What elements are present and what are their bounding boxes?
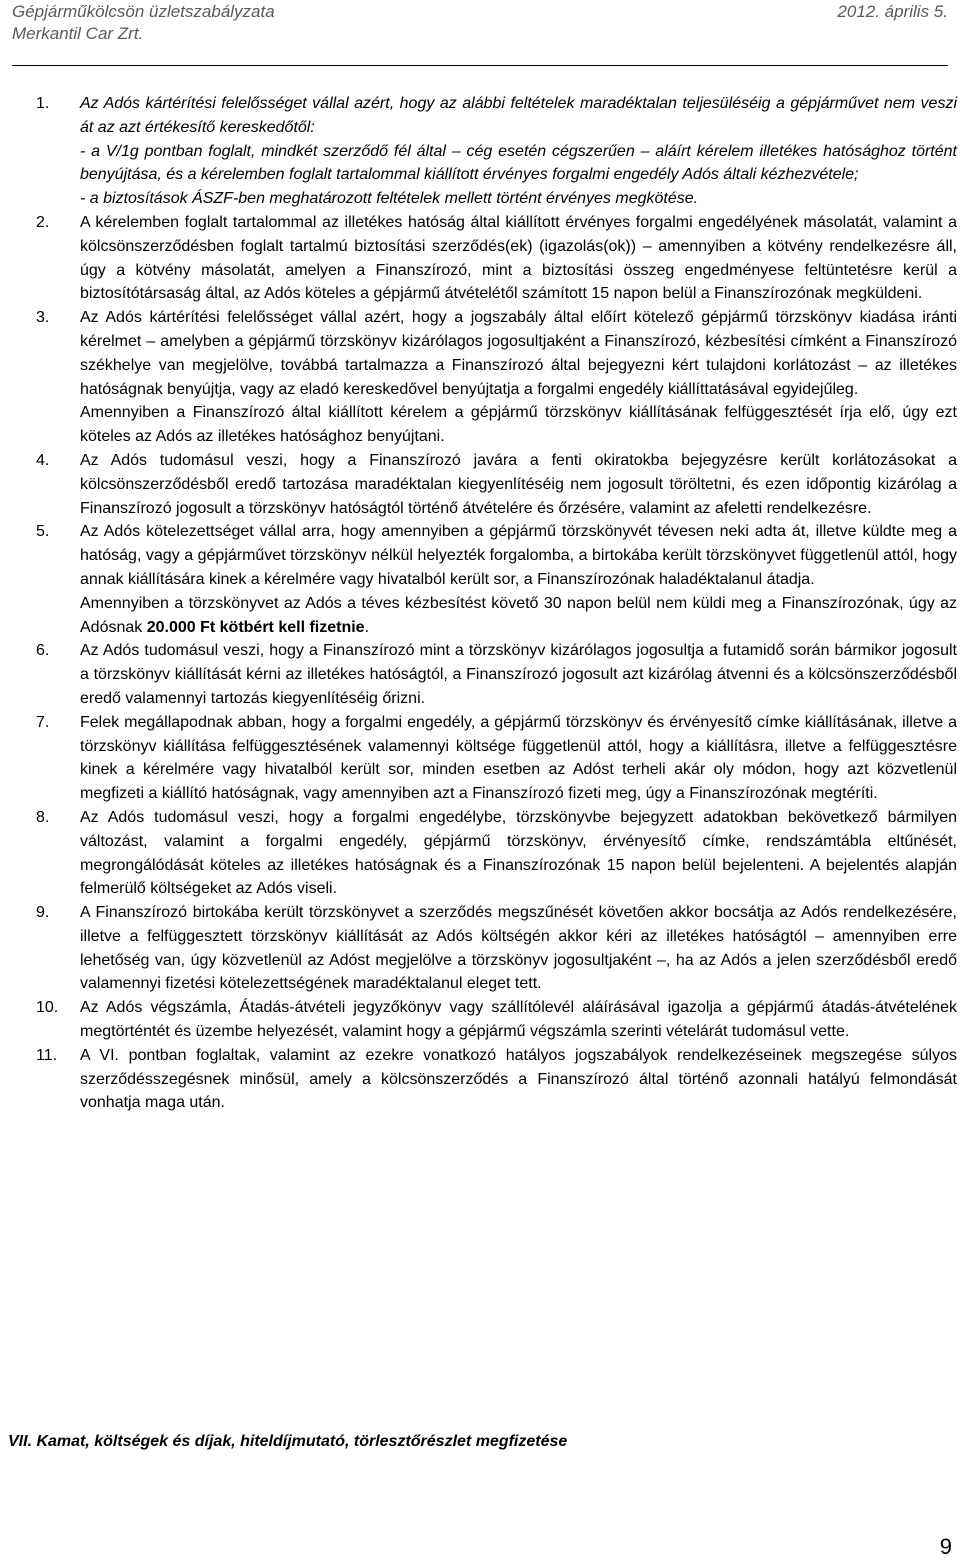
item-number: 1. xyxy=(36,95,50,112)
item-number: 9. xyxy=(36,904,50,922)
item-paragraph: A Finanszírozó birtokába került törzskönyvet a szerződés megszűnését követően akkor bocsátja az Adós rendelkezésére, illetve a felfüggesztett törzskönyv kiállítását az Adós költségén akkor kéri az illetékes hatóságtól – amennyiben erre lehetőség van, úgy közvetlenül az Adóst megjelölve a törzskönyv jogosultjaként –, ha az Adós a jelen szerződésből eredő valamennyi fizetési kötelezettségének maradéktalanul eleget tett. xyxy=(80,904,957,993)
item-paragraph: Amennyiben a Finanszírozó által kiállított kérelem a gépjármű törzskönyv kiállításának felfüggesztését írja elő, úgy ezt köteles az Adós az illetékes hatósághoz benyújtani. xyxy=(80,404,957,446)
item-paragraph: A kérelemben foglalt tartalommal az illetékes hatóság által kiállított érvényes forgalmi engedélyének másolatát, valamint a kölcsönszerződésben foglalt tartalmú biztosítási szerződés(ek) (igazolás(ok)) – amennyiben a kötvény rendelkezésre áll, úgy a kötvény másolatát, amelyen a Finanszírozó, mint a biztosítási összeg engedményese feltüntetésre kerül a biztosítótársaság által, az Adós köteles a gépjármű átvételétől számított 15 napon belül a Finanszírozónak megküldeni. xyxy=(80,213,957,303)
item-number: 6. xyxy=(36,642,50,660)
list-item-9 xyxy=(0,901,960,996)
item-number: 2. xyxy=(36,213,50,231)
item-paragraph: Az Adós tudomásul veszi, hogy a Finanszírozó javára a fenti okiratokba bejegyzésre került korlátozásokat a kölcsönszerződésből eredő tartozása maradéktalan kiegyenlítéséig nem jogosult töröltetni, és ezen időpontig kizárólag a Finanszírozó jogosult a törzskönyv hatóságtól történő átvételére és őrzésére, valamint az afeletti rendelkezésre. xyxy=(80,451,957,517)
item-paragraph: - a V/1g pontban foglalt, mindkét szerződő fél által – cég esetén cégszerűen – aláírt kérelem illetékes hatósághoz történt benyújtása, és a kérelemben foglalt tartalommal kiállított érvényes forgalmi engedély Adós általi kézhezvétele; xyxy=(80,142,957,184)
page-number: 9 xyxy=(939,1534,952,1559)
item-paragraph: Az Adós kötelezettséget vállal arra, hogy amennyiben a gépjármű törzskönyvét tévesen neki adta át, illetve küldte meg a hatóság, vagy a gépjárművet törzskönyv nélkül helyezték forgalomba, a birtokába került törzskönyvet függetlenül attól, hogy annak kiállítására kinek a kérelmére vagy hivatalból került sor, a Finanszírozónak haladéktalanul átadja. xyxy=(80,523,957,588)
page-header xyxy=(0,0,960,80)
header-divider xyxy=(12,65,948,66)
item-paragraph: Az Adós kártérítési felelősséget vállal azért, hogy a jogszabály által előírt kötelező gépjármű törzskönyv kiadása iránti kérelmet – amelyben a gépjármű törzskönyv kizárólagos jogosultjaként a Finanszírozó, kézbesítési címként a Finanszírozó székhelye van megjelölve, továbbá tartalmazza a Finanszírozó által bejegyezni kért tulajdoni korlátozást – az illetékes hatóságnak benyújtja, vagy az eladó kereskedővel benyújtatja a forgalmi engedély kiállíttatásával egyidejűleg. xyxy=(80,309,957,398)
item-paragraph: A VI. pontban foglaltak, valamint az ezekre vonatkozó hatályos jogszabályok rendelkezéseinek megszegése súlyos szerződésszegésnek minősül, amely a kölcsönszerződés a Finanszírozó által történő azonnali hatályú felmondását vonhatja maga után. xyxy=(80,1046,957,1112)
section-heading: VII. Kamat, költségek és díjak, hiteldíjmutató, törlesztőrészlet megfizetése xyxy=(8,1433,568,1450)
list-item-8 xyxy=(0,806,960,901)
list-item-3 xyxy=(0,306,960,449)
item-number: 8. xyxy=(36,808,50,826)
item-number: 10. xyxy=(36,999,59,1017)
item-paragraph-penalty xyxy=(80,592,957,640)
item-paragraph: - a biztosítások ÁSZF-ben meghatározott feltételek mellett történt érvényes megkötése. xyxy=(80,190,699,208)
item-paragraph: Felek megállapodnak abban, hogy a forgalmi engedély, a gépjármű törzskönyv és érvényesítő címke kiállításának, illetve a törzskönyv kiállítása felfüggesztésének valamennyi költsége függetlenül attól, hogy a kiállításra, illetve a felfüggesztésre kinek a kérelmére vagy hivatalból került sor, minden esetben az Adóst terheli akár oly módon, hogy azt közvetlenül megfizeti a kiállító hatóságnak, vagy amennyiben azt a Finanszírozó fizeti meg, úgy a Finanszírozónak megtéríti. xyxy=(80,713,957,803)
item-paragraph: Az Adós kártérítési felelősséget vállal azért, hogy az alábbi feltételek maradéktalan teljesüléséig a gépjárművet nem veszi át az azt értékesítő kereskedőtől: xyxy=(80,95,957,136)
list-item-4 xyxy=(0,449,960,520)
list-item-5 xyxy=(0,520,960,639)
header-company: Merkantil Car Zrt. xyxy=(12,24,144,43)
header-date: 2012. április 5. xyxy=(837,2,948,21)
list-item-11 xyxy=(0,1044,960,1115)
penalty-amount: 20.000 Ft kötbért kell fizetnie xyxy=(146,618,365,636)
list-item-1 xyxy=(0,92,960,211)
list-item-7 xyxy=(0,711,960,806)
penalty-end: . xyxy=(364,618,370,636)
penalty-text: Amennyiben a törzskönyvet az Adós a téves kézbesítést követő 30 napon belül nem küldi meg a Finanszírozónak, úgy az Adósnak xyxy=(80,594,957,636)
list-item-10 xyxy=(0,996,960,1044)
header-title: Gépjárműkölcsön üzletszabályzata xyxy=(12,2,275,21)
item-number: 4. xyxy=(36,451,50,469)
item-number: 5. xyxy=(36,523,50,541)
list-item-2 xyxy=(0,211,960,306)
item-number: 7. xyxy=(36,713,50,731)
item-paragraph: Az Adós tudomásul veszi, hogy a Finanszírozó mint a törzskönyv kizárólagos jogosultja a futamidő során bármikor jogosult a törzskönyv kiállítását kérni az illetékes hatóságtól, a Finanszírozó jogosult azt kizárólag átvenni és a kölcsönszerződésből eredő valamennyi tartozás kiegyenlítéséig őrizni. xyxy=(80,642,957,707)
item-number: 3. xyxy=(36,309,50,327)
item-paragraph: Az Adós végszámla, Átadás-átvételi jegyzőkönyv vagy szállítólevél aláírásával igazolja a gépjármű átadás-átvételének megtörténtét és üzembe helyezését, valamint hogy a gépjármű végszámla szerinti vételárát tudomásul vette. xyxy=(80,999,957,1041)
document-body xyxy=(0,92,960,1115)
item-paragraph: Az Adós tudomásul veszi, hogy a forgalmi engedélybe, törzskönyvbe bejegyzett adatokban bekövetkező bármilyen változást, valamint a forgalmi engedély, gépjármű törzskönyv, érvényesítő címke, rendszámtábla eltűnését, megrongálódását köteles az illetékes hatóságnak és a Finanszírozónak 15 napon belül bejelenteni. A bejelentés alapján felmerülő költségeket az Adós viseli. xyxy=(80,808,957,898)
list-item-6 xyxy=(0,639,960,710)
item-number: 11. xyxy=(36,1046,58,1064)
